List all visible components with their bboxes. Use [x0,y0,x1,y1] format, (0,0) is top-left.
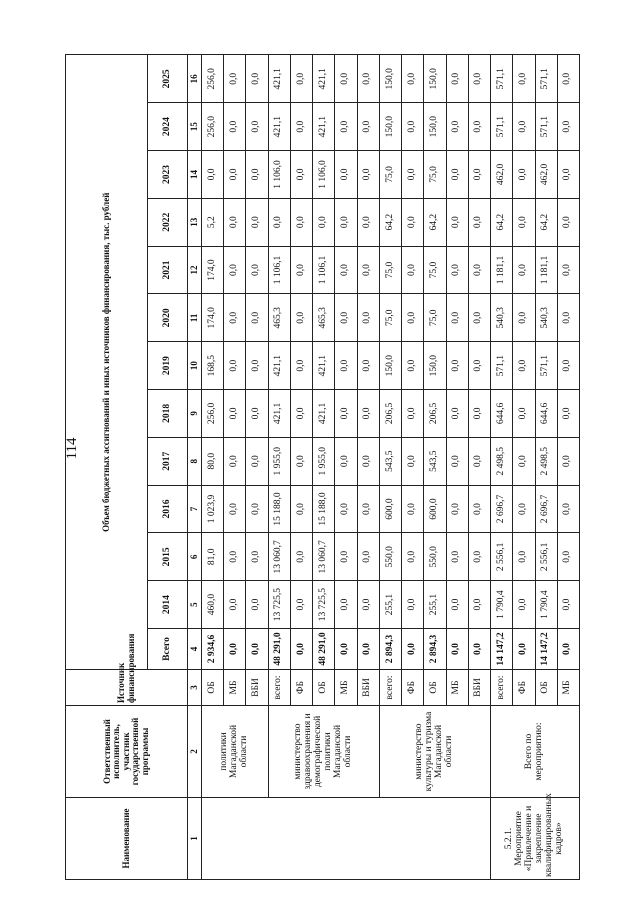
source-cell: ОБ [424,670,446,706]
source-cell: ФБ [513,670,535,706]
value-cell: 0,0 [468,246,490,294]
value-cell: 0,0 [335,103,357,151]
source-cell: ВБИ [246,670,268,706]
value-cell: 0,0 [357,294,379,342]
value-cell: 0,0 [290,390,312,438]
value-cell: 0,0 [335,437,357,485]
source-cell: ВБИ [357,670,379,706]
header-year: 2025 [148,55,188,103]
activity-name: 5.2.1. Мероприятие «Привлечение и закрепление квалифицированных кадров» [491,798,580,880]
header-index: 8 [188,437,202,485]
total-cell: 0,0 [446,629,468,670]
value-cell: 0,0 [402,390,424,438]
value-cell: 15 188,0 [268,485,290,533]
value-cell: 0,0 [246,198,268,246]
value-cell: 460,0 [202,581,224,629]
value-cell: 0,0 [402,437,424,485]
responsible-cell: политики Магаданской области [202,706,269,798]
value-cell: 0,0 [246,103,268,151]
total-cell: 0,0 [357,629,379,670]
value-cell: 64,2 [491,198,513,246]
header-index: 6 [188,533,202,581]
value-cell: 0,0 [224,581,246,629]
value-cell: 2 498,5 [535,437,557,485]
value-cell: 0,0 [290,437,312,485]
value-cell: 571,1 [491,103,513,151]
source-cell: ОБ [313,670,335,706]
value-cell: 0,0 [557,581,579,629]
value-cell: 0,0 [357,437,379,485]
budget-table [65,54,580,880]
value-cell: 0,0 [357,485,379,533]
value-cell: 0,0 [357,581,379,629]
value-cell: 462,0 [535,151,557,199]
value-cell: 0,0 [313,198,335,246]
value-cell: 0,0 [513,581,535,629]
total-cell: 0,0 [402,629,424,670]
value-cell: 0,0 [513,55,535,103]
value-cell: 0,0 [357,103,379,151]
source-cell: МБ [335,670,357,706]
header-name: Наименование [66,798,188,880]
value-cell: 0,0 [290,342,312,390]
value-cell: 0,0 [446,485,468,533]
value-cell: 0,0 [446,198,468,246]
value-cell: 1 106,1 [313,246,335,294]
value-cell: 0,0 [224,55,246,103]
value-cell: 0,0 [513,294,535,342]
header-index: 2 [188,706,202,798]
value-cell: 0,0 [335,342,357,390]
value-cell: 0,0 [246,151,268,199]
table-row [202,55,224,880]
source-cell: ВБИ [468,670,490,706]
value-cell: 150,0 [424,55,446,103]
value-cell: 75,0 [424,294,446,342]
value-cell: 150,0 [379,103,401,151]
value-cell: 421,1 [313,55,335,103]
value-cell: 1 106,0 [268,151,290,199]
value-cell: 462,0 [491,151,513,199]
table-row [491,55,513,880]
header-index: 1 [188,798,202,880]
value-cell: 2 696,7 [535,485,557,533]
value-cell: 0,0 [224,342,246,390]
value-cell: 0,0 [513,198,535,246]
value-cell: 0,0 [335,533,357,581]
value-cell: 80,0 [202,437,224,485]
value-cell: 174,0 [202,246,224,294]
value-cell: 571,1 [535,103,557,151]
value-cell: 0,0 [446,103,468,151]
value-cell: 0,0 [335,581,357,629]
header-year: 2015 [148,533,188,581]
value-cell: 0,0 [335,198,357,246]
header-index: 5 [188,581,202,629]
source-cell: МБ [224,670,246,706]
value-cell: 0,0 [202,151,224,199]
value-cell: 0,0 [557,390,579,438]
value-cell: 0,0 [246,246,268,294]
value-cell: 0,0 [446,581,468,629]
value-cell: 64,2 [424,198,446,246]
header-budget-group: Объем бюджетных ассигнований и иных источников финансирования, тыс. рублей [66,55,148,670]
total-cell: 2 894,3 [379,629,401,670]
value-cell: 255,1 [424,581,446,629]
activity-name [202,798,491,880]
value-cell: 0,0 [557,294,579,342]
total-cell: 0,0 [290,629,312,670]
value-cell: 75,0 [379,246,401,294]
header-year: 2021 [148,246,188,294]
value-cell: 0,0 [446,437,468,485]
value-cell: 1 790,4 [535,581,557,629]
source-cell: МБ [446,670,468,706]
value-cell: 64,2 [535,198,557,246]
value-cell: 421,1 [313,390,335,438]
budget-table-body [202,55,580,880]
source-cell: МБ [557,670,579,706]
header-index: 10 [188,342,202,390]
header-index: 15 [188,103,202,151]
source-cell: ОБ [535,670,557,706]
total-cell: 0,0 [224,629,246,670]
value-cell: 1 181,1 [491,246,513,294]
value-cell: 2 696,7 [491,485,513,533]
value-cell: 0,0 [468,103,490,151]
header-index: 16 [188,55,202,103]
value-cell: 0,0 [402,533,424,581]
header-year: 2017 [148,437,188,485]
value-cell: 0,0 [246,342,268,390]
value-cell: 0,0 [557,198,579,246]
value-cell: 0,0 [557,55,579,103]
value-cell: 0,0 [468,151,490,199]
value-cell: 0,0 [335,485,357,533]
value-cell: 150,0 [379,342,401,390]
value-cell: 0,0 [468,485,490,533]
header-index-row [188,55,202,880]
value-cell: 421,1 [268,342,290,390]
value-cell: 0,0 [402,294,424,342]
value-cell: 600,0 [379,485,401,533]
value-cell: 571,1 [535,55,557,103]
value-cell: 0,0 [246,390,268,438]
value-cell: 550,0 [379,533,401,581]
value-cell: 0,0 [224,246,246,294]
value-cell: 0,0 [402,246,424,294]
total-cell: 48 291,0 [313,629,335,670]
header-year: 2024 [148,103,188,151]
header-index: 14 [188,151,202,199]
value-cell: 0,0 [224,103,246,151]
value-cell: 13 060,7 [313,533,335,581]
value-cell: 13 060,7 [268,533,290,581]
value-cell: 0,0 [557,437,579,485]
value-cell: 0,0 [513,485,535,533]
total-cell: 48 291,0 [268,629,290,670]
value-cell: 75,0 [379,151,401,199]
source-cell: всего: [268,670,290,706]
responsible-cell: министерство здравоохранения и демографической политики Магаданской области [268,706,379,798]
value-cell: 0,0 [290,533,312,581]
header-source: Источник финансирования [66,670,188,706]
header-index: 9 [188,390,202,438]
value-cell: 0,0 [513,390,535,438]
value-cell: 0,0 [557,103,579,151]
value-cell: 0,0 [290,581,312,629]
value-cell: 0,0 [224,151,246,199]
value-cell: 256,0 [202,55,224,103]
total-cell: 14 147,2 [491,629,513,670]
value-cell: 0,0 [268,198,290,246]
value-cell: 0,0 [468,581,490,629]
header-index: 13 [188,198,202,246]
value-cell: 0,0 [246,485,268,533]
value-cell: 421,1 [313,103,335,151]
value-cell: 1 106,0 [313,151,335,199]
responsible-cell: Всего по мероприятию: [491,706,580,798]
value-cell: 0,0 [290,198,312,246]
value-cell: 0,0 [357,390,379,438]
total-cell: 2 894,3 [424,629,446,670]
value-cell: 0,0 [335,151,357,199]
header-index: 4 [188,629,202,670]
value-cell: 0,0 [246,437,268,485]
value-cell: 600,0 [424,485,446,533]
value-cell: 1 106,1 [268,246,290,294]
value-cell: 0,0 [224,390,246,438]
header-year: 2019 [148,342,188,390]
value-cell: 0,0 [290,151,312,199]
header-total: Всего [148,629,188,670]
total-cell: 14 147,2 [535,629,557,670]
total-cell: 0,0 [468,629,490,670]
value-cell: 0,0 [468,55,490,103]
header-index: 11 [188,294,202,342]
value-cell: 0,0 [357,151,379,199]
value-cell: 2 498,5 [491,437,513,485]
value-cell: 0,0 [246,55,268,103]
value-cell: 0,0 [446,246,468,294]
header-index: 7 [188,485,202,533]
document-sheet [65,55,580,880]
source-cell: ФБ [290,670,312,706]
value-cell: 0,0 [290,294,312,342]
value-cell: 0,0 [402,581,424,629]
header-year: 2014 [148,581,188,629]
value-cell: 543,5 [424,437,446,485]
value-cell: 0,0 [402,485,424,533]
value-cell: 0,0 [224,437,246,485]
value-cell: 0,0 [468,294,490,342]
value-cell: 13 725,5 [268,581,290,629]
responsible-cell: министерство культуры и туризма Магаданской области [379,706,490,798]
value-cell: 81,0 [202,533,224,581]
table-row [379,55,401,880]
value-cell: 0,0 [446,55,468,103]
value-cell: 0,0 [468,390,490,438]
source-cell: всего: [491,670,513,706]
value-cell: 206,5 [424,390,446,438]
value-cell: 0,0 [446,294,468,342]
value-cell: 0,0 [224,485,246,533]
value-cell: 1 181,1 [535,246,557,294]
value-cell: 255,1 [379,581,401,629]
value-cell: 0,0 [357,533,379,581]
value-cell: 0,0 [246,581,268,629]
value-cell: 1 955,0 [313,437,335,485]
value-cell: 0,0 [246,294,268,342]
value-cell: 256,0 [202,103,224,151]
value-cell: 0,0 [357,55,379,103]
source-cell: всего: [379,670,401,706]
value-cell: 644,6 [491,390,513,438]
value-cell: 0,0 [513,533,535,581]
value-cell: 465,3 [313,294,335,342]
value-cell: 0,0 [557,246,579,294]
value-cell: 75,0 [424,246,446,294]
value-cell: 75,0 [379,294,401,342]
value-cell: 0,0 [557,342,579,390]
value-cell: 0,0 [402,151,424,199]
value-cell: 0,0 [402,55,424,103]
header-responsible: Ответственный исполнитель, участник государственной программы [66,706,188,798]
value-cell: 150,0 [379,55,401,103]
value-cell: 0,0 [446,151,468,199]
value-cell: 571,1 [491,55,513,103]
header-year: 2022 [148,198,188,246]
header-index: 12 [188,246,202,294]
value-cell: 0,0 [290,246,312,294]
header-year: 2018 [148,390,188,438]
page-number: 114 [64,437,80,460]
value-cell: 174,0 [202,294,224,342]
value-cell: 0,0 [335,390,357,438]
value-cell: 0,0 [513,103,535,151]
value-cell: 15 188,0 [313,485,335,533]
value-cell: 465,3 [268,294,290,342]
value-cell: 13 725,5 [313,581,335,629]
value-cell: 0,0 [446,342,468,390]
source-cell: ОБ [202,670,224,706]
value-cell: 1 790,4 [491,581,513,629]
total-cell: 0,0 [246,629,268,670]
value-cell: 0,0 [290,485,312,533]
value-cell: 1 955,0 [268,437,290,485]
value-cell: 571,1 [491,342,513,390]
header-year: 2020 [148,294,188,342]
total-cell: 0,0 [335,629,357,670]
value-cell: 0,0 [557,533,579,581]
value-cell: 0,0 [513,151,535,199]
header-index: 3 [188,670,202,706]
value-cell: 0,0 [402,198,424,246]
value-cell: 150,0 [424,103,446,151]
value-cell: 644,6 [535,390,557,438]
value-cell: 540,3 [491,294,513,342]
value-cell: 168,5 [202,342,224,390]
value-cell: 206,5 [379,390,401,438]
value-cell: 150,0 [424,342,446,390]
value-cell: 0,0 [513,246,535,294]
value-cell: 0,0 [513,342,535,390]
value-cell: 0,0 [468,198,490,246]
value-cell: 0,0 [402,342,424,390]
value-cell: 64,2 [379,198,401,246]
value-cell: 0,0 [290,55,312,103]
value-cell: 0,0 [357,198,379,246]
value-cell: 421,1 [313,342,335,390]
value-cell: 2 556,1 [491,533,513,581]
value-cell: 0,0 [224,198,246,246]
header-year: 2023 [148,151,188,199]
value-cell: 0,0 [557,151,579,199]
value-cell: 0,0 [335,246,357,294]
table-row [268,55,290,880]
value-cell: 0,0 [446,533,468,581]
value-cell: 421,1 [268,390,290,438]
value-cell: 0,0 [224,294,246,342]
value-cell: 0,0 [468,533,490,581]
value-cell: 2 556,1 [535,533,557,581]
source-cell: ФБ [402,670,424,706]
value-cell: 543,5 [379,437,401,485]
value-cell: 0,0 [357,342,379,390]
value-cell: 0,0 [446,390,468,438]
value-cell: 0,0 [246,533,268,581]
value-cell: 256,0 [202,390,224,438]
value-cell: 0,0 [468,437,490,485]
value-cell: 421,1 [268,103,290,151]
value-cell: 75,0 [424,151,446,199]
value-cell: 0,0 [468,342,490,390]
value-cell: 0,0 [357,246,379,294]
value-cell: 0,0 [224,533,246,581]
total-cell: 2 934,6 [202,629,224,670]
value-cell: 0,0 [557,485,579,533]
value-cell: 0,0 [290,103,312,151]
total-cell: 0,0 [557,629,579,670]
rotated-table-container [65,55,580,880]
value-cell: 0,0 [402,103,424,151]
total-cell: 0,0 [513,629,535,670]
value-cell: 550,0 [424,533,446,581]
value-cell: 421,1 [268,55,290,103]
header-year: 2016 [148,485,188,533]
value-cell: 0,0 [335,294,357,342]
value-cell: 540,3 [535,294,557,342]
value-cell: 1 023,9 [202,485,224,533]
value-cell: 571,1 [535,342,557,390]
value-cell: 5,2 [202,198,224,246]
value-cell: 0,0 [513,437,535,485]
value-cell: 0,0 [335,55,357,103]
